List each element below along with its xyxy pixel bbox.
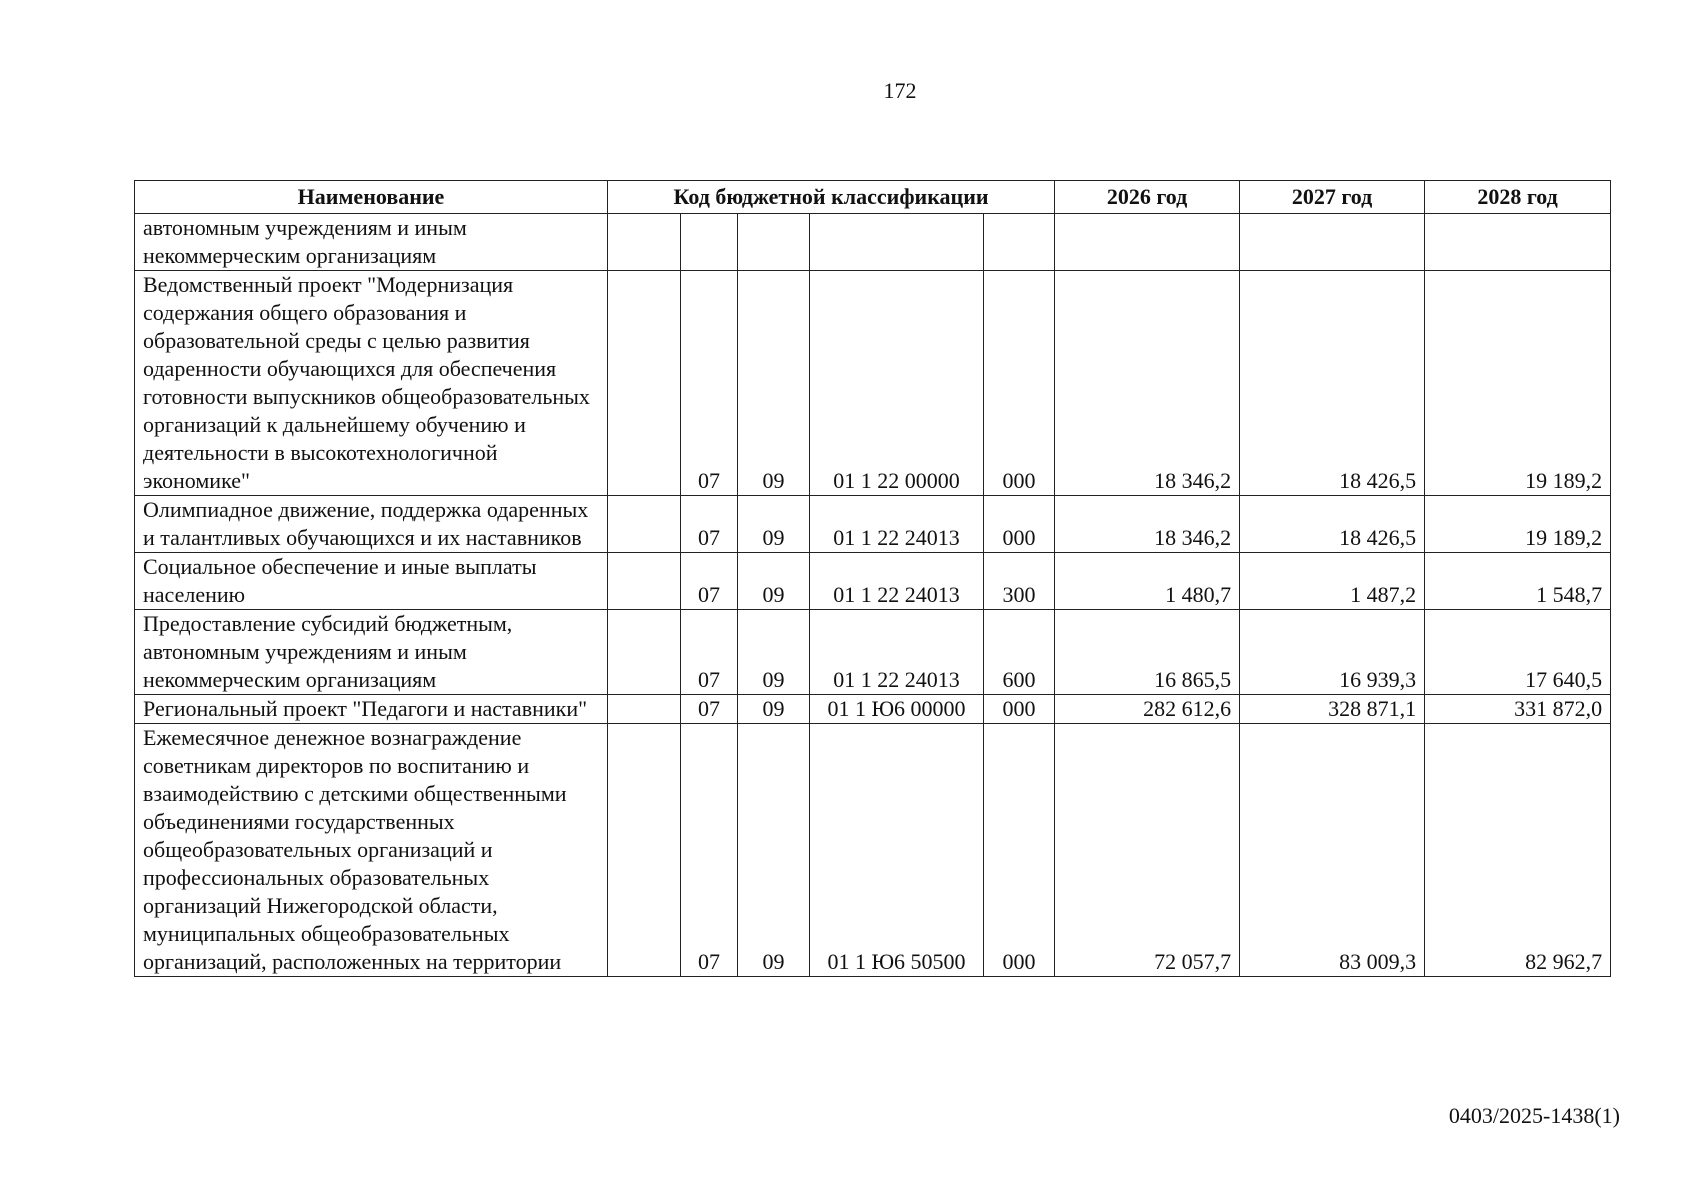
row-value-2027: 1 487,2 — [1240, 553, 1425, 610]
header-2028: 2028 год — [1425, 181, 1611, 214]
row-value-2027: 18 426,5 — [1240, 496, 1425, 553]
row-expense-type: 000 — [984, 496, 1055, 553]
row-value-2028 — [1425, 214, 1611, 271]
row-spacer — [608, 724, 681, 977]
row-expense-type — [984, 214, 1055, 271]
row-target-code: 01 1 22 00000 — [810, 271, 984, 496]
row-target-code: 01 1 22 24013 — [810, 496, 984, 553]
budget-table — [134, 180, 1611, 977]
row-expense-type: 000 — [984, 271, 1055, 496]
row-expense-type: 000 — [984, 724, 1055, 977]
header-2027: 2027 год — [1240, 181, 1425, 214]
row-expense-type: 300 — [984, 553, 1055, 610]
row-spacer — [608, 610, 681, 695]
row-value-2026: 282 612,6 — [1055, 695, 1240, 724]
row-subsection: 09 — [738, 724, 810, 977]
row-value-2028: 82 962,7 — [1425, 724, 1611, 977]
row-subsection — [738, 214, 810, 271]
table-row — [135, 695, 1611, 724]
row-target-code: 01 1 22 24013 — [810, 610, 984, 695]
row-value-2028: 1 548,7 — [1425, 553, 1611, 610]
row-name: Ежемесячное денежное вознаграждение советникам директоров по воспитанию и взаимодействию с детскими общественными объединениями государственных общеобразовательных организаций и профессиональных образовательных организаций Нижегородской области, муниципальных общеобразовательных организаций, расположенных на территории — [135, 724, 608, 977]
table-row — [135, 553, 1611, 610]
row-spacer — [608, 695, 681, 724]
row-expense-type: 000 — [984, 695, 1055, 724]
row-value-2026: 1 480,7 — [1055, 553, 1240, 610]
row-value-2028: 331 872,0 — [1425, 695, 1611, 724]
table-row — [135, 610, 1611, 695]
row-target-code: 01 1 Ю6 00000 — [810, 695, 984, 724]
table-header-row — [135, 181, 1611, 214]
row-name: автономным учреждениям и иным некоммерческим организациям — [135, 214, 608, 271]
row-expense-type: 600 — [984, 610, 1055, 695]
table-body — [135, 214, 1611, 977]
header-name: Наименование — [135, 181, 608, 214]
row-value-2028: 19 189,2 — [1425, 271, 1611, 496]
header-budget-code: Код бюджетной классификации — [608, 181, 1055, 214]
table-row — [135, 271, 1611, 496]
table-row — [135, 214, 1611, 271]
table-row — [135, 724, 1611, 977]
row-name: Региональный проект "Педагоги и наставники" — [135, 695, 608, 724]
row-value-2027: 83 009,3 — [1240, 724, 1425, 977]
row-section — [681, 214, 738, 271]
row-name: Социальное обеспечение и иные выплаты населению — [135, 553, 608, 610]
row-section: 07 — [681, 553, 738, 610]
row-value-2026: 18 346,2 — [1055, 496, 1240, 553]
row-value-2028: 17 640,5 — [1425, 610, 1611, 695]
row-value-2026: 18 346,2 — [1055, 271, 1240, 496]
row-value-2027 — [1240, 214, 1425, 271]
row-section: 07 — [681, 496, 738, 553]
row-subsection: 09 — [738, 496, 810, 553]
row-value-2027: 18 426,5 — [1240, 271, 1425, 496]
row-spacer — [608, 496, 681, 553]
row-name: Олимпиадное движение, поддержка одаренных и талантливых обучающихся и их наставников — [135, 496, 608, 553]
row-subsection: 09 — [738, 695, 810, 724]
row-name: Предоставление субсидий бюджетным, автономным учреждениям и иным некоммерческим организациям — [135, 610, 608, 695]
row-target-code: 01 1 22 24013 — [810, 553, 984, 610]
row-spacer — [608, 553, 681, 610]
row-spacer — [608, 214, 681, 271]
row-section: 07 — [681, 695, 738, 724]
row-section: 07 — [681, 724, 738, 977]
document-code: 0403/2025-1438(1) — [1448, 1103, 1620, 1128]
row-value-2028: 19 189,2 — [1425, 496, 1611, 553]
row-section: 07 — [681, 271, 738, 496]
row-subsection: 09 — [738, 610, 810, 695]
row-subsection: 09 — [738, 553, 810, 610]
row-target-code: 01 1 Ю6 50500 — [810, 724, 984, 977]
page-number: 172 — [883, 78, 917, 103]
row-spacer — [608, 271, 681, 496]
row-value-2027: 16 939,3 — [1240, 610, 1425, 695]
row-section: 07 — [681, 610, 738, 695]
row-value-2026: 16 865,5 — [1055, 610, 1240, 695]
row-subsection: 09 — [738, 271, 810, 496]
row-name: Ведомственный проект "Модернизация содержания общего образования и образовательной среды с целью развития одаренности обучающихся для обеспечения готовности выпускников общеобразовательных организаций к дальнейшему обучению и деятельности в высокотехнологичной экономике" — [135, 271, 608, 496]
row-value-2026: 72 057,7 — [1055, 724, 1240, 977]
row-target-code — [810, 214, 984, 271]
row-value-2027: 328 871,1 — [1240, 695, 1425, 724]
table-row — [135, 496, 1611, 553]
row-value-2026 — [1055, 214, 1240, 271]
header-2026: 2026 год — [1055, 181, 1240, 214]
